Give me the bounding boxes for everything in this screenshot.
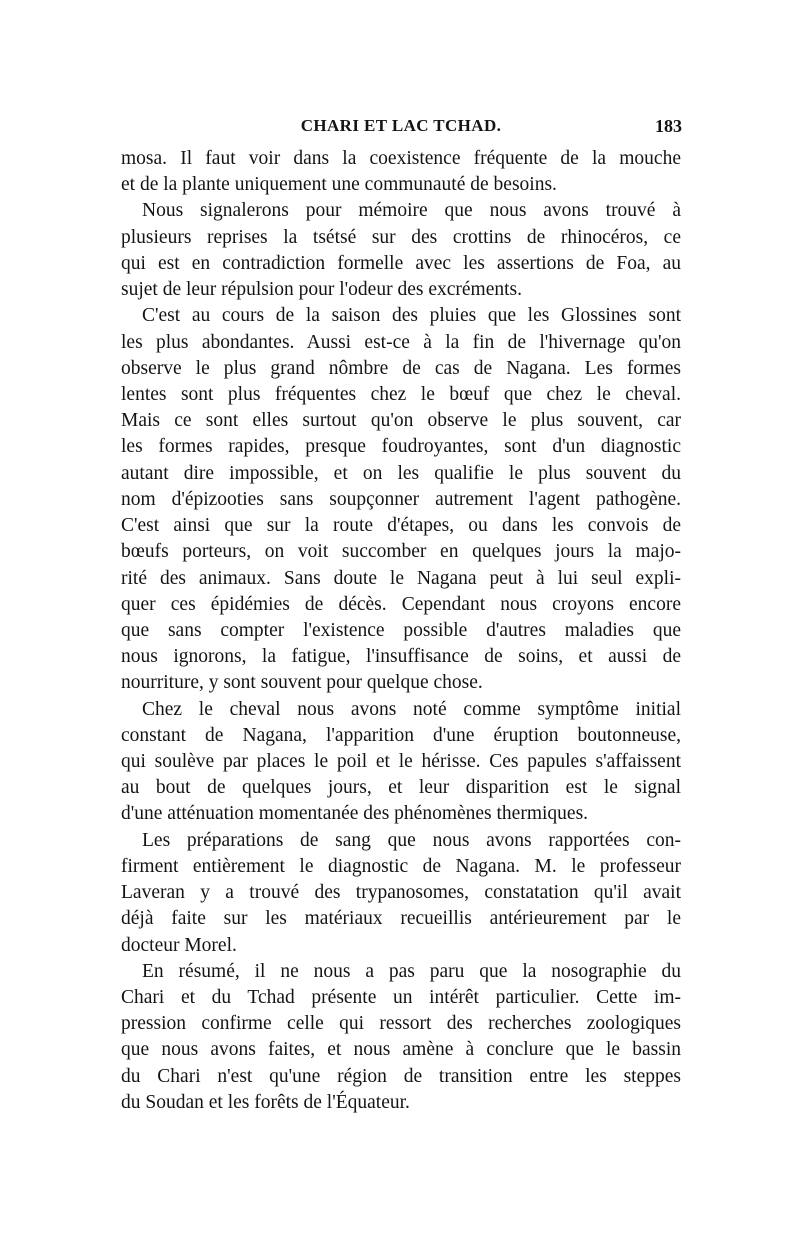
text-line: bœufs porteurs, on voit succomber en quelques jours la majo- xyxy=(121,541,681,563)
text-line: que nous avons faites, et nous amène à conclure que le bassin xyxy=(121,1039,681,1061)
running-title: CHARI ET LAC TCHAD. xyxy=(300,116,502,135)
text-line: les formes rapides, presque foudroyantes, sont d'un diagnostic xyxy=(121,436,681,458)
text-line: Nous signalerons pour mémoire que nous avons trouvé à xyxy=(142,200,681,222)
text-line: En résumé, il ne nous a pas paru que la nosographie du xyxy=(142,960,681,982)
text-line: sujet de leur répulsion pour l'odeur des excréments. xyxy=(121,279,522,301)
text-line: qui soulève par places le poil et le hérisse. Ces papules s'affaissent xyxy=(121,751,681,773)
text-line: et de la plante uniquement une communauté de besoins. xyxy=(121,174,557,196)
text-line: d'une atténuation momentanée des phénomènes thermiques. xyxy=(121,803,589,825)
running-head xyxy=(120,116,682,142)
text-line: pression confirme celle qui ressort des recherches zoologiques xyxy=(121,1013,681,1035)
text-line: Laveran y a trouvé des trypanosomes, constatation qu'il avait xyxy=(121,882,681,904)
text-line: Les préparations de sang que nous avons rapportées con- xyxy=(142,829,681,851)
text-line: au bout de quelques jours, et leur disparition est le signal xyxy=(121,777,681,799)
text-line: quer ces épidémies de décès. Cependant nous croyons encore xyxy=(121,593,681,615)
text-line: autant dire impossible, et on les qualifie le plus souvent du xyxy=(121,462,681,484)
text-line: C'est ainsi que sur la route d'étapes, ou dans les convois de xyxy=(121,515,681,537)
text-line: Chez le cheval nous avons noté comme symptôme initial xyxy=(142,698,681,720)
text-line: mosa. Il faut voir dans la coexistence fréquente de la mouche xyxy=(121,148,681,169)
text-line: nous ignorons, la fatigue, l'insuffisance de soins, et aussi de xyxy=(121,646,681,668)
text-line: firment entièrement le diagnostic de Nagana. M. le professeur xyxy=(121,855,681,877)
text-line: les plus abondantes. Aussi est-ce à la fin de l'hivernage qu'on xyxy=(121,331,681,353)
page-number: 183 xyxy=(655,116,682,136)
text-line: déjà faite sur les matériaux recueillis antérieurement par le xyxy=(121,908,681,930)
body-text xyxy=(121,146,681,1116)
text-line: du Chari n'est qu'une région de transition entre les steppes xyxy=(121,1065,681,1087)
text-line: nourriture, y sont souvent pour quelque chose. xyxy=(121,672,483,694)
text-line: rité des animaux. Sans doute le Nagana peut à lui seul expli- xyxy=(121,567,681,589)
text-line: docteur Morel. xyxy=(121,934,237,956)
text-line: lentes sont plus fréquentes chez le bœuf que chez le cheval. xyxy=(121,383,681,405)
text-line: du Soudan et les forêts de l'Équateur. xyxy=(121,1091,410,1113)
text-line: C'est au cours de la saison des pluies que les Glossines sont xyxy=(142,305,681,327)
text-line: plusieurs reprises la tsétsé sur des crottins de rhinocéros, ce xyxy=(121,226,681,248)
text-line: nom d'épizooties sans soupçonner autrement l'agent pathogène. xyxy=(121,488,681,510)
text-line: que sans compter l'existence possible d'autres maladies que xyxy=(121,619,681,641)
text-line: qui est en contradiction formelle avec les assertions de Foa, au xyxy=(121,252,681,274)
text-line: observe le plus grand nômbre de cas de Nagana. Les formes xyxy=(121,357,681,379)
text-line: constant de Nagana, l'apparition d'une éruption boutonneuse, xyxy=(121,724,681,746)
text-line: Chari et du Tchad présente un intérêt particulier. Cette im- xyxy=(121,987,681,1008)
text-line: Mais ce sont elles surtout qu'on observe le plus souvent, car xyxy=(121,410,681,432)
